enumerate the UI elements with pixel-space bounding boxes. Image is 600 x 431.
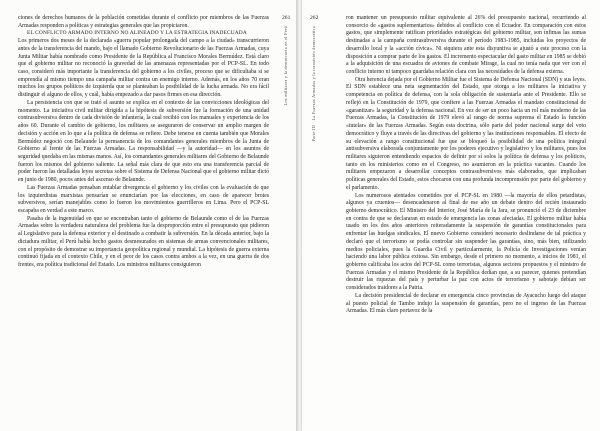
running-head: Los militares y la democracia en el Perú: [283, 26, 288, 106]
body-paragraph: Pasaba de la ingenuidad en que se encontraban tanto el gobierno de Belaunde como el de las Fuerzas Armadas sobre la verdadera naturaleza del problema fue la desproporción entre el presupuesto que pidieron al Legislativo para la defensa exterior y el destinado a combatir la subversión. En la década anterior, bajo la dictadura militar, el Perú había hecho gastos desmesurados en sistemas de armas convencionales militares, con el propósito de demostrar su importancia geopolítica regional y mundial. La hipótesis de guerra externa continuó fijada en el contexto Chile, y en el peor de los casos contra ambos a la vez, en una guerra de dos frentes, era política tradicional del Estado. Los ministros militares consiguieron: [18, 215, 269, 268]
body-paragraph: La decisión presidencial de declarar en emergencia cinco provincias de Ayacucho luego del ataque al puesto policial de Tambo indujo la suspensión de garantías, pero no el ingreso de las Fuerzas Armadas. El más claro portavoz de la: [346, 292, 586, 315]
body-paragraph: La persistencia con que se trató el asunto se explica en el contexto de las convicciones ideológicas del momento. La iniciativa civil militar dirigida a la hipótesis de subversión fue la formación de una unidad contrasubversiva dentro de cada división de infantería, la cual recibió con los manuales y experiencia de los años 60. Durante el cambio de gobierno, los militares se aseguraron de conservar un amplio margen de decisión y acción en lo que a la política de defensa se refiere. Debe tenerse en cuenta también que Morales Bermúdez negoció con Belaunde la permanencia de los comandantes generales miembros de la Junta de Gobierno al frente de las Fuerzas Armadas. La responsabilidad —y la autoridad— en los asuntos de seguridad quedaba en las mismas manos. Así, los comandantes generales militares del Gobierno de Belaunde fueron los mismos del gobierno saliente. La señal más clara de que esto era una transferencia parcial de poder fueron las detalladas leyes secretas sobre el Sistema de Defensa Nacional que el gobierno militar dictó en junio de 1980, pocos antes del ascenso de Belaunde.: [18, 99, 270, 184]
body-paragraph: Las Fuerzas Armadas pensaban entablar divergencia el gobierno y los civiles con la evaluación de que los izquierdistas marxistas pensarían se enunciarían por las elecciones, en caso de aparecer brotes subversivos, serían manejables como lo fueron los movimientos guerrilleros en Lima. Pero el PCP-SL escapaba en verdad a este marco.: [18, 184, 269, 214]
section-heading: EL CONFLICTO ARMADO INTERNO NO ALINEADO Y LA ESTRATEGIA INADECUADA: [27, 30, 247, 37]
left-page-body: [18, 15, 269, 270]
intro-paragraph: ciones de derechos humanos de la población cometidas durante el conflicto por miembros de las Fuerzas Armadas responden a políticas y estrategias generales que las propiciaron.: [18, 15, 269, 29]
left-page: [0, 0, 296, 431]
body-paragraph: ron mantener un presupuesto militar equivalente al 26% del presupuesto nacional, recurriendo al consorcio de «gastos suplementarios» debidos al conflicto con el Ecuador. En comparación con estos gastos, que simplemente ratifican prioridades estratégicas del gobierno militar, son ínfimas las sumas destinadas a la campaña contrasubversiva durante el período 1983-1985, incluidas los proyectos de desarrollo local y la «acción cívica». Ni siquiera ante esta disyuntiva se ajustó a este proceso con la disposición a comprar parte de los gastos. El incremento espectacular del gasto militar en 1985 se debió a la adquisición de una escuadra de aviones de combate Mirage, la cual no tenía nada que ver con el conflicto interno ni tampoco guardaba relación clara con las necesidades de la defensa externa.: [346, 15, 586, 76]
page-number: 261: [282, 15, 291, 21]
right-page-body: [346, 15, 586, 316]
body-paragraph: Otra herencia dejada por el Gobierno Militar fue el Sistema de Defensa Nacional (SDN) y sus leyes. El SDN establece una neta segmentación del Estado, que otorga a los militares la iniciativa y competencia en política de defensa, con la sola obligación de sustentarla ante el Presidente. Ello se reflejó en la Constitución de 1979, que confiere a las Fuerzas Armadas el mandato constitucional de «garantizar» la seguridad y la defensa nacional. En vez de ser un poco hacia un rol más moderno de las Fuerzas Armadas, la Constitución de 1979 elevó al rango de norma suprema el Estado la función «tutelar» de las Fuerzas Armadas. Según esta doctrina, sólo parte del poder nacional surge del voto democrático y fluye a través de las directivas del gobierno y las instituciones responsables. El efecto de su elevación a rango constitucional fue que se bloqueó la posibilidad de una política integral antisubversiva elaborada conjuntamente por los poderes ejecutivo y legislativo y los militares, pues los militares siguieron entendiendo espacios de definir por sí solos la política de defensa y los políticos, tanto en los ministerios como en el Congreso, no asumieron en la práctica vacantes. Cuando los militares empezaron a desarrollar conceptos contrasubversivos más elaborados, que implicaban políticas generales del Estado, estos chocaron con una profunda incomprensión por parte del gobierno y el parlamento.: [346, 76, 586, 191]
running-head: Parte III · La Fuerzas Armadas y la transición democrática: [311, 26, 316, 142]
right-page: [302, 0, 600, 431]
page-number: 262: [310, 15, 319, 21]
body-paragraph: Los primeros dos meses de la declarada «guerra popular prolongada del campo a la ciudad» transcurrieron antes de la transferencia del mando, bajo el llamado Gobierno Revolucionario de las Fuerzas Armadas, cuya Junta Militar había nombrado como Presidente de la República al Francisco Morales Bermúdez. Está claro que el gobierno militar no reconoció la gravedad de las amenazas representadas por el PCP-SL. En todo caso, consideró más importante la transferencia del gobierno a los civiles, proceso que se dificultaba si se emprendía al mismo tiempo una campaña militar contra un enemigo interno. Además, en los años 70 eran muchos los grupos políticos de izquierda que se planteaban la posibilidad de la lucha armada. No era fácil distinguir el alguno de ellos, y cuál, había empezado a dar pasos firmes en esa dirección.: [18, 38, 269, 99]
body-paragraph: Los numerosos atentados cometidos por el PCP-SL en 1980 —la mayoría de ellos petardistas, algunos ya cruentos— desencadenaron al final de ese año un debate dentro del recién instaurado gobierno democrático. El Ministro del Interior, José María de la Jara, se pronunció el 23 de diciembre en contra de que se declararan en estado de emergencia las zonas afectadas. El gobierno militar había usado en los dos años anteriores reiteradamente la suspensión de garantías constitucionales para enfrentar las huelgas sindicales. El nuevo Gobierno consideró necesario deslindarse de tal práctica y declaró que el terrorismo se podía controlar sin suspender las garantías, sino, más bien, utilizando medios policiales, pues la Guardia Civil y particularmente, la Policía de Investigaciones venían haciendo una labor pública exitosa. Sin embargo, desde el primero no momento, a inicios de 1981, el gobierno calificaba los actos del PCP-SL como terroristas, algunos sectores propuestos y el ministro de Fuerzas Armadas y el mismo Presidente de la República dedían que, a su parecer, quienes pretendían destruir las riquezas del país y perturbar la paz con actos de terrorismo y sabotaje debían ser considerados traidores a la Patria.: [346, 192, 586, 292]
